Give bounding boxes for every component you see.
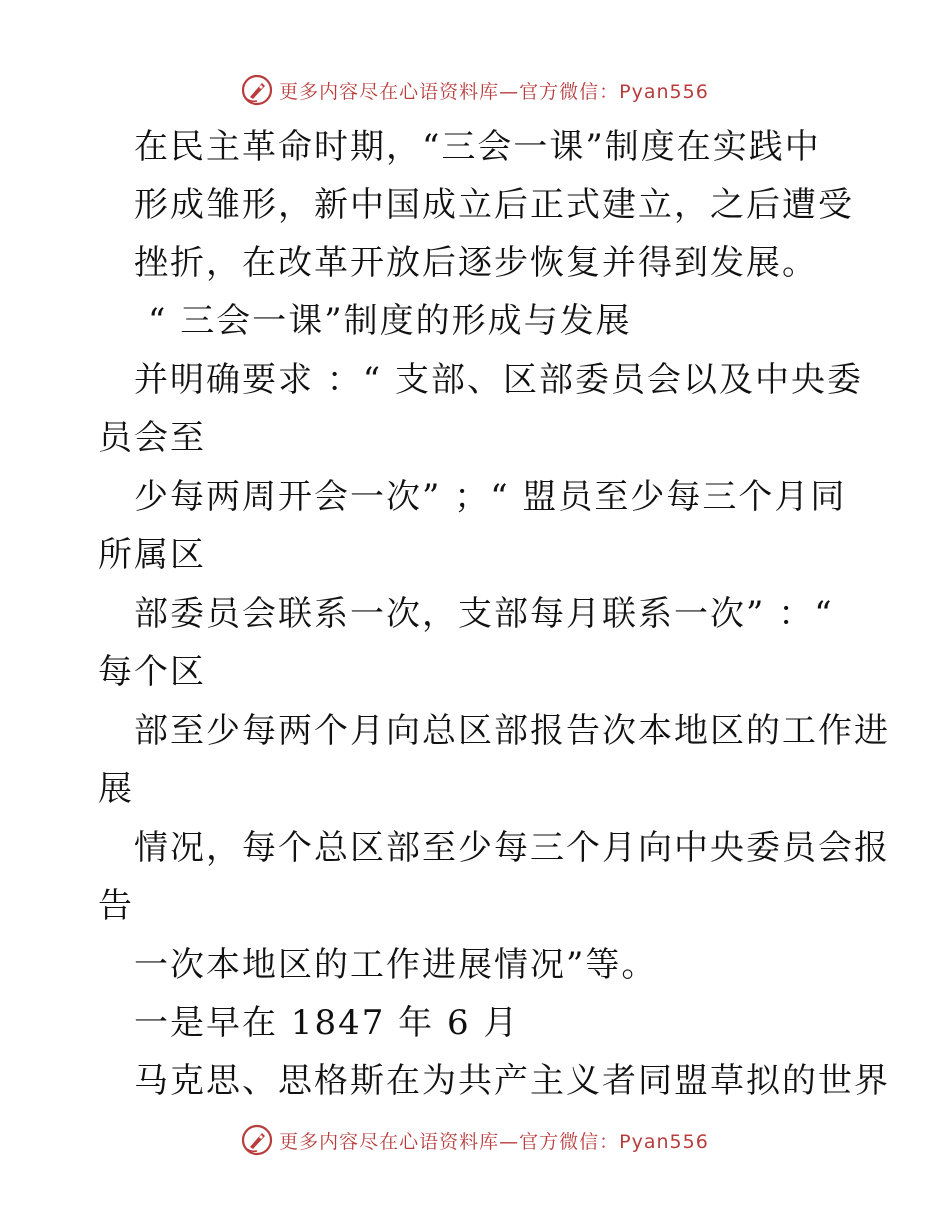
text-line: 情况，每个总区部至少每三个月向中央委员会报 bbox=[134, 828, 890, 868]
text-line: 每个区 bbox=[98, 652, 206, 692]
text-line: 员会至 bbox=[98, 418, 206, 458]
watermark-text: 更多内容尽在心语资料库—官方微信：Pyan556 bbox=[279, 80, 709, 103]
text-line: 少每两周开会一次” ；“ 盟员至少每三个月同 bbox=[134, 477, 847, 517]
text-line: 一次本地区的工作进展情况”等。 bbox=[134, 945, 658, 985]
footer-watermark bbox=[0, 1122, 950, 1158]
section-heading: “ 三会一课”制度的形成与发展 bbox=[148, 301, 632, 341]
text-line: 告 bbox=[98, 886, 134, 926]
text-line: 马克思、思格斯在为共产主义者同盟草拟的世界 bbox=[134, 1061, 890, 1101]
text-line: 部委员会联系一次，支部每月联系一次” ：“ bbox=[134, 594, 834, 634]
header-watermark bbox=[0, 72, 950, 108]
text-line: 一是早在 1847 年 6 月 bbox=[134, 1003, 520, 1043]
text-line: 在民主革命时期，“三会一课”制度在实践中 bbox=[134, 127, 821, 167]
text-line: 所属区 bbox=[98, 535, 206, 575]
watermark-text: 更多内容尽在心语资料库—官方微信：Pyan556 bbox=[279, 1130, 709, 1153]
text-line: 部至少每两个月向总区部报告次本地区的工作进 bbox=[134, 711, 890, 751]
text-line: 挫折，在改革开放后逐步恢复并得到发展。 bbox=[134, 243, 818, 283]
text-line: 展 bbox=[98, 769, 134, 809]
text-line: 形成雏形，新中国成立后正式建立，之后遭受 bbox=[134, 185, 854, 225]
pen-nib-logo-icon bbox=[241, 74, 273, 106]
pen-nib-logo-icon bbox=[241, 1124, 273, 1156]
text-line: 并明确要求 ：“ 支部、区部委员会以及中央委 bbox=[134, 360, 863, 400]
